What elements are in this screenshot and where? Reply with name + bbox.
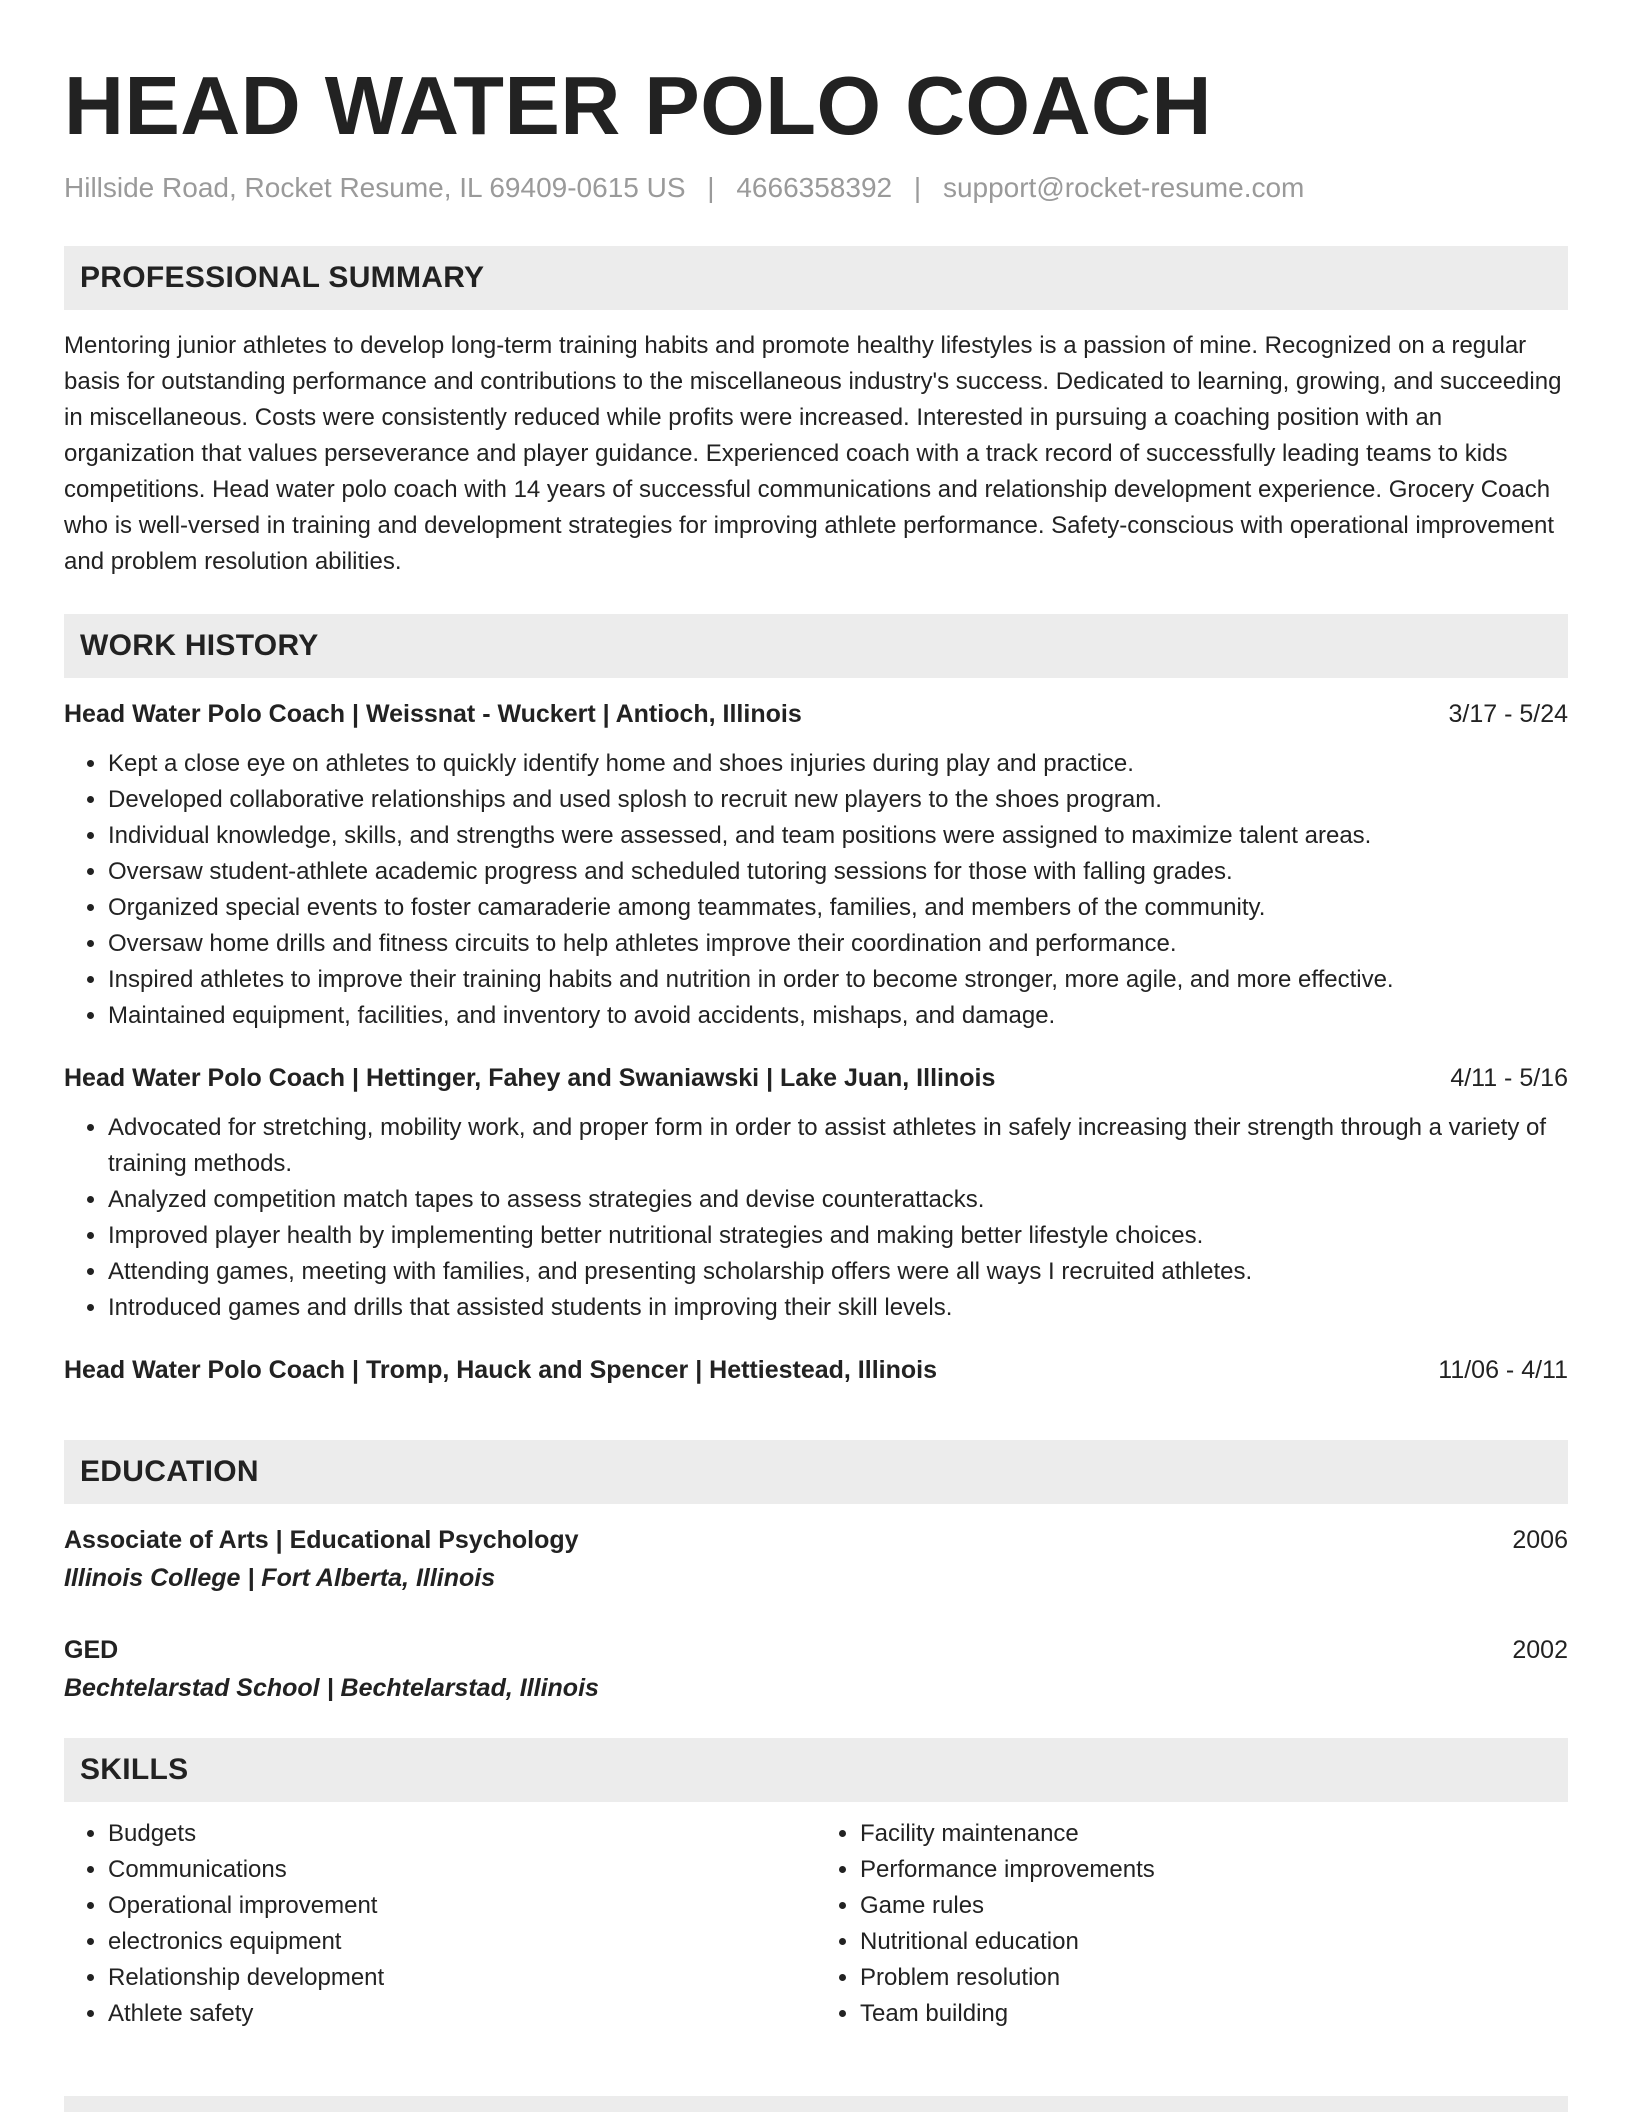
work-heading: WORK HISTORY [64, 614, 1568, 678]
education-heading: EDUCATION [64, 1440, 1568, 1504]
education-degree: GED [64, 1636, 119, 1664]
job-bullet: • Developed collaborative relationships and used splosh to recruit new players to the shoes program. [108, 782, 1568, 818]
next-section-heading-bar [64, 2096, 1568, 2112]
education-school: Bechtelarstad School | Bechtelarstad, Illinois [64, 1674, 599, 1702]
contact-separator: | [913, 172, 922, 203]
skill-item: • electronics equipment [108, 1924, 816, 1960]
skill-item: • Relationship development [108, 1960, 816, 1996]
job-bullets [64, 746, 1568, 1034]
contact-phone: 4666358392 [736, 172, 893, 203]
education-school: Illinois College | Fort Alberta, Illinois [64, 1564, 496, 1592]
job-dates: 3/17 - 5/24 [1448, 700, 1568, 728]
skills-column-right [816, 1816, 1568, 2032]
summary-text: Mentoring junior athletes to develop long-term training habits and promote healthy lifestyles is a passion of mine. Recognized on a regular basis for outstanding performance and contributions to the miscellaneous industry's success. Dedicated to learning, growing, and succeeding in miscellaneous. Costs were consistently reduced while profits were increased. Interested in pursuing a coaching position with an organization that values perseverance and player guidance. Experienced coach with a track record of successfully leading teams to kids competitions. Head water polo coach with 14 years of successful communications and relationship development experience. Grocery Coach who is well-versed in training and development strategies for improving athlete performance. Safety-conscious with operational improvement and problem resolution abilities. [64, 332, 1562, 575]
education-entry [64, 1522, 1568, 1598]
job-bullet: • Oversaw student-athlete academic progress and scheduled tutoring sessions for those with falling grades. [108, 854, 1568, 890]
job-bullet: • Individual knowledge, skills, and strengths were assessed, and team positions were assigned to maximize talent areas. [108, 818, 1568, 854]
job-bullet: • Organized special events to foster camaraderie among teammates, families, and members of the community. [108, 890, 1568, 926]
contact-line [64, 168, 1568, 208]
job-bullet: • Attending games, meeting with families, and presenting scholarship offers were all ways I recruited athletes. [108, 1254, 1568, 1290]
resume-title: HEAD WATER POLO COACH [64, 59, 1212, 152]
skills-list [64, 1816, 1568, 2032]
job-header [64, 1352, 1568, 1388]
skill-item: • Performance improvements [860, 1852, 1568, 1888]
skill-item: • Team building [860, 1996, 1568, 2032]
job-bullet: • Kept a close eye on athletes to quickly identify home and shoes injuries during play and practice. [108, 746, 1568, 782]
skill-item: • Problem resolution [860, 1960, 1568, 1996]
job-bullets [64, 1110, 1568, 1326]
job-header [64, 1060, 1568, 1096]
skill-item: • Athlete safety [108, 1996, 816, 2032]
skill-item: • Game rules [860, 1888, 1568, 1924]
job-dates: 11/06 - 4/11 [1438, 1356, 1568, 1384]
job-entry [64, 1060, 1568, 1326]
job-header [64, 696, 1568, 732]
skill-item: • Nutritional education [860, 1924, 1568, 1960]
contact-separator: | [707, 172, 715, 203]
summary-heading: PROFESSIONAL SUMMARY [64, 246, 1568, 310]
job-bullet: • Oversaw home drills and fitness circuits to help athletes improve their coordination and performance. [108, 926, 1568, 962]
education-header [64, 1522, 1568, 1558]
education-degree: Associate of Arts | Educational Psychology [64, 1526, 579, 1554]
skill-item: • Operational improvement [108, 1888, 816, 1924]
education-year: 2002 [1512, 1636, 1568, 1664]
skill-item: • Facility maintenance [860, 1816, 1568, 1852]
skills-column-left [64, 1816, 816, 2032]
job-entry [64, 696, 1568, 1034]
education-header [64, 1632, 1568, 1668]
job-dates: 4/11 - 5/16 [1450, 1064, 1568, 1092]
job-bullet: • Maintained equipment, facilities, and inventory to avoid accidents, mishaps, and damage. [108, 998, 1568, 1034]
contact-email[interactable]: support@rocket-resume.com [942, 172, 1305, 203]
job-bullet: • Improved player health by implementing better nutritional strategies and making better lifestyle choices. [108, 1218, 1568, 1254]
education-entry [64, 1632, 1568, 1708]
job-bullet: • Analyzed competition match tapes to assess strategies and devise counterattacks. [108, 1182, 1568, 1218]
contact-address: Hillside Road, Rocket Resume, IL 69409-0615 US [64, 172, 686, 203]
job-title: Head Water Polo Coach | Weissnat - Wuckert | Antioch, Illinois [64, 700, 802, 728]
skills-heading: SKILLS [64, 1738, 1568, 1802]
skill-item: • Budgets [108, 1816, 816, 1852]
job-bullet: • Inspired athletes to improve their training habits and nutrition in order to become stronger, more agile, and more effective. [108, 962, 1568, 998]
job-bullet: • Advocated for stretching, mobility work, and proper form in order to assist athletes in safely increasing their strength through a variety of training methods. [108, 1110, 1568, 1182]
education-year: 2006 [1512, 1526, 1568, 1554]
skill-item: • Communications [108, 1852, 816, 1888]
job-bullet: • Introduced games and drills that assisted students in improving their skill levels. [108, 1290, 1568, 1326]
job-title: Head Water Polo Coach | Hettinger, Fahey and Swaniawski | Lake Juan, Illinois [64, 1064, 996, 1092]
job-entry [64, 1352, 1568, 1388]
job-title: Head Water Polo Coach | Tromp, Hauck and Spencer | Hettiestead, Illinois [64, 1356, 937, 1384]
